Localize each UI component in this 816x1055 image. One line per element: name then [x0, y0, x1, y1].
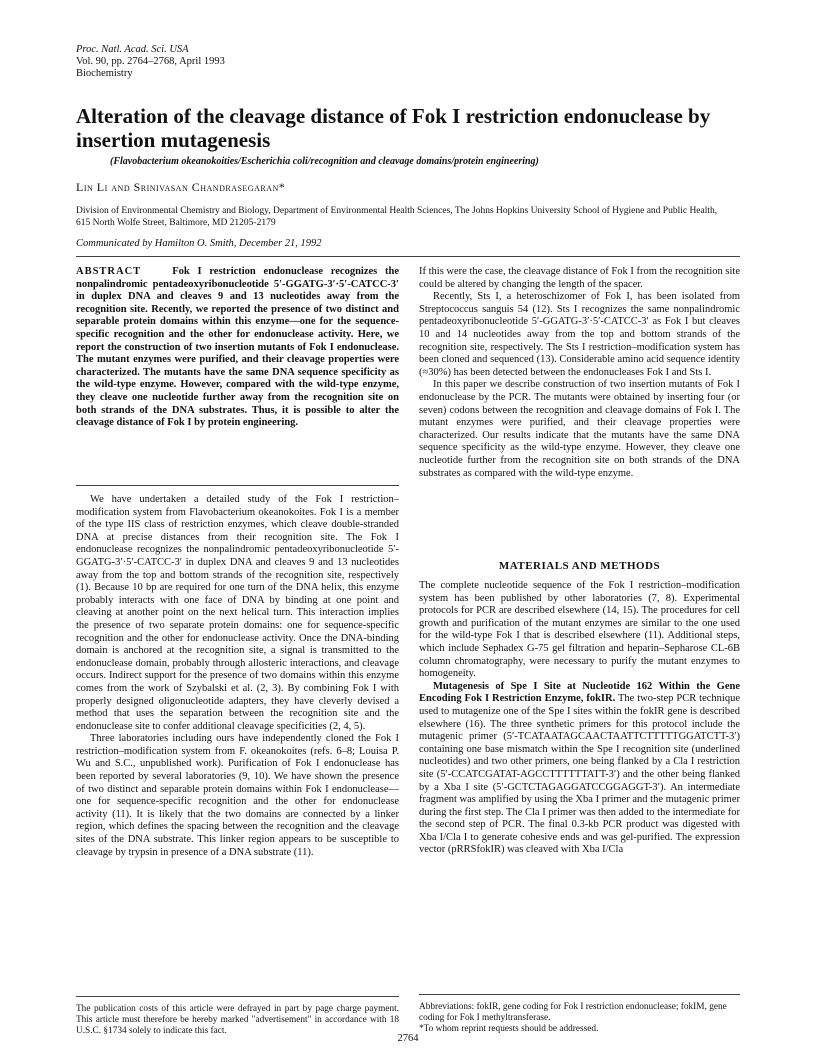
intro-paragraph: If this were the case, the cleavage distance of Fok I from the recognition site could be altered by changing the length of the spacer.	[419, 266, 741, 290]
journal-header	[76, 44, 225, 80]
article-title: Alteration of the cleavage distance of Fok I restriction endonuclease by insertion mutagenesis	[76, 104, 711, 152]
methods-paragraph: The two-step PCR technique used to mutagenize one of the Spe I sites within the fokIR gene is described elsewhere (16). The three synthetic primers for this protocol include the mutagenic primer (5′-TCATAATAGCAACTAATTCTTTTTGGATCTT-3′) containing one base mismatch within the Spe I recognition site (underlined nucleotides) and two other primers, one being flanked by a Cla I restriction site (5′-CCATCGATAT-AGCCTTTTTTATT-3′) and the other being flanked by a Xba I site (5′-GCTCTAGAGGATCCGGAGGT-3′). An intermediate fragment was amplified by using the Xba I primer and the mutagenic primer during the first step. The Cla I primer was then added to the intermediate for the second step of PCR. The final 0.3-kb PCR product was digested with Xba I/Cla I to generate cohesive ends and was gel-purified. The expression vector (pRRSfokIR) was cleaved with Xba I/Cla	[419, 693, 740, 856]
methods-paragraph: The complete nucleotide sequence of the Fok I restriction–modification system has been published by other laboratories (7, 8). Experimental protocols for PCR are described elsewhere (14, 15). The procedures for cell growth and purification of the mutant enzymes are similar to the one used for the wild-type Fok I that is described elsewhere (11). Additional steps, which include Sephadex G-75 gel filtration and heparin–Sepharose CL-6B column chromatography, were necessary to purify the mutant enzymes to homogeneity.	[419, 580, 740, 680]
authors: Lin Li and Srinivasan Chandrasegaran*	[76, 180, 286, 194]
intro-right-column	[419, 266, 740, 480]
intro-paragraph: Recently, Sts I, a heteroschizomer of Fok I, has been isolated from Streptococcus sanguis 54 (12). Sts I recognizes the same nonpalindromic pentadeoxyribonucleotide 5′-GGATG-3′·5′-CATCC-3′ as Fok I but cleaves 10 and 14 nucleotides away from the top and bottom strands of the recognition site, respectively. The Sts I restriction–modification system has been cloned and sequenced (13). Considerable amino acid sequence identity (≈30%) has been detected between the endonucleases Fok I and Sts I.	[419, 291, 740, 378]
header-divider	[76, 256, 740, 257]
abstract	[76, 266, 399, 430]
abstract-text: Fok I restriction endonuclease recognizes the nonpalindromic pentadeoxyribonucleotide 5′-GGATG-3′·5′-CATCC-3′ in duplex DNA and cleaves 9 and 13 nucleotides away from the recognition site. Recently, we reported the presence of two distinct and separable protein domains within this enzyme—one for the sequence-specific recognition and the other for endonuclease activity. Here, we report the construction of two insertion mutants of Fok I endonuclease. The mutant enzymes were purified, and their cleavage properties were characterized. The mutants have the same DNA sequence specificity as the wild-type enzyme. However, compared with the wild-type enzyme, they cleave one nucleotide further away from the recognition site on both strands of the DNA substrates. Thus, it is possible to alter the cleavage distance of Fok I by protein engineering.	[76, 266, 399, 429]
footnotes	[419, 1002, 740, 1035]
abstract-label: ABSTRACT	[76, 266, 142, 277]
page-number: 2764	[397, 1033, 419, 1044]
intro-paragraph: Three laboratories including ours have independently cloned the Fok I restriction–modification system from F. okeanokoites (refs. 6–8; Louisa P. Wu and S.C., unpublished work). Purification of Fok I endonuclease has been reported by several laboratories (9, 10). We have shown the presence of two distinct and separable protein domains within Fok I endonuclease—one for sequence-specific recognition and the other for endonuclease activity (11). It is likely that the two domains are connected by a linker region, which defines the spacing between the recognition and the cleavage sites of the DNA substrate. This linker region appears to be susceptible to cleavage by trypsin in presence of a DNA substrate (11).	[76, 733, 399, 858]
affiliation: Division of Environmental Chemistry and Biology, Department of Environmental Health Sciences, The Johns Hopkins University School of Hygiene and Public Health, 615 North Wolfe Street, Baltimore, MD 21205-2179	[76, 206, 718, 228]
journal-name: Proc. Natl. Acad. Sci. USA	[76, 44, 189, 55]
methods-subheading: Mutagenesis of Spe I Site at Nucleotide 162 Within the Gene Encoding Fok I Restriction Enzyme, fokIR.	[419, 680, 740, 705]
journal-volume: Vol. 90, pp. 2764–2768, April 1993	[76, 56, 225, 67]
intro-left-column	[76, 494, 399, 859]
intro-paragraph: We have undertaken a detailed study of the Fok I restriction–modification system from Flavobacterium okeanokoites. Fok I is a member of the type IIS class of restriction enzymes, which cleave double-stranded DNA at precise distances from their recognition site. The Fok I endonuclease recognizes the nonpalindromic pentadeoxyribonucleotide 5′-GGATG-3′·5′-CATCC-3′ in duplex DNA and cleaves 9 and 13 nucleotides away from the top and bottom strands of the recognition site, respectively (1). Because 10 bp are required for one turn of the DNA helix, this enzyme probably interacts with one face of DNA by binding at one point and cleaving at another point on the next helical turn. This interaction implies the presence of two separate protein domains: one for sequence-specific recognition and the other for endonuclease activity. Once the DNA-binding domain is anchored at the recognition site, a signal is transmitted to the endonuclease domain, probably through allosteric interactions, and cleavage occurs. Indirect support for the presence of two domains within this enzyme comes from the work of Szybalski et al. (2, 3). By combining Fok I with properly designed oligonucleotide adapters, they have cleverly devised a method that uses the separation between the recognition site and the endonuclease site to confer additional cleavage specificities (2, 4, 5).	[76, 494, 399, 732]
section-heading: MATERIALS AND METHODS	[498, 560, 661, 572]
methods-column	[419, 580, 740, 857]
footnote-divider	[76, 996, 399, 997]
communicated-by: Communicated by Hamilton O. Smith, December 21, 1992	[76, 238, 322, 249]
intro-paragraph: In this paper we describe construction of two insertion mutants of Fok I endonuclease by the PCR. The mutants were obtained by inserting four (or seven) codons between the recognition and cleavage domains of Fok I. The mutant enzymes were purified, and their cleavage properties were characterized. Our results indicate that the mutants have the same DNA sequence specificity as the wild-type enzyme. However, they cleave one nucleotide further from the recognition site on both strands of the DNA substrates as compared with the wild-type enzyme.	[419, 379, 740, 479]
journal-section: Biochemistry	[76, 68, 133, 79]
reprint-note: *To whom reprint requests should be addressed.	[419, 1024, 599, 1034]
abbreviations-note: Abbreviations: fokIR, gene coding for Fok I restriction endonuclease; fokIM, gene coding for Fok I methyltransferase.	[419, 1002, 727, 1023]
abstract-divider	[76, 485, 399, 486]
publication-cost-note: The publication costs of this article were defrayed in part by page charge payment. This article must therefore be hereby marked "advertisement" in accordance with 18 U.S.C. §1734 solely to indicate this fact.	[76, 1004, 399, 1036]
footnote-divider	[419, 994, 740, 995]
keywords: (Flavobacterium okeanokoities/Escherichia coli/recognition and cleavage domains/protein engineering)	[110, 156, 539, 167]
